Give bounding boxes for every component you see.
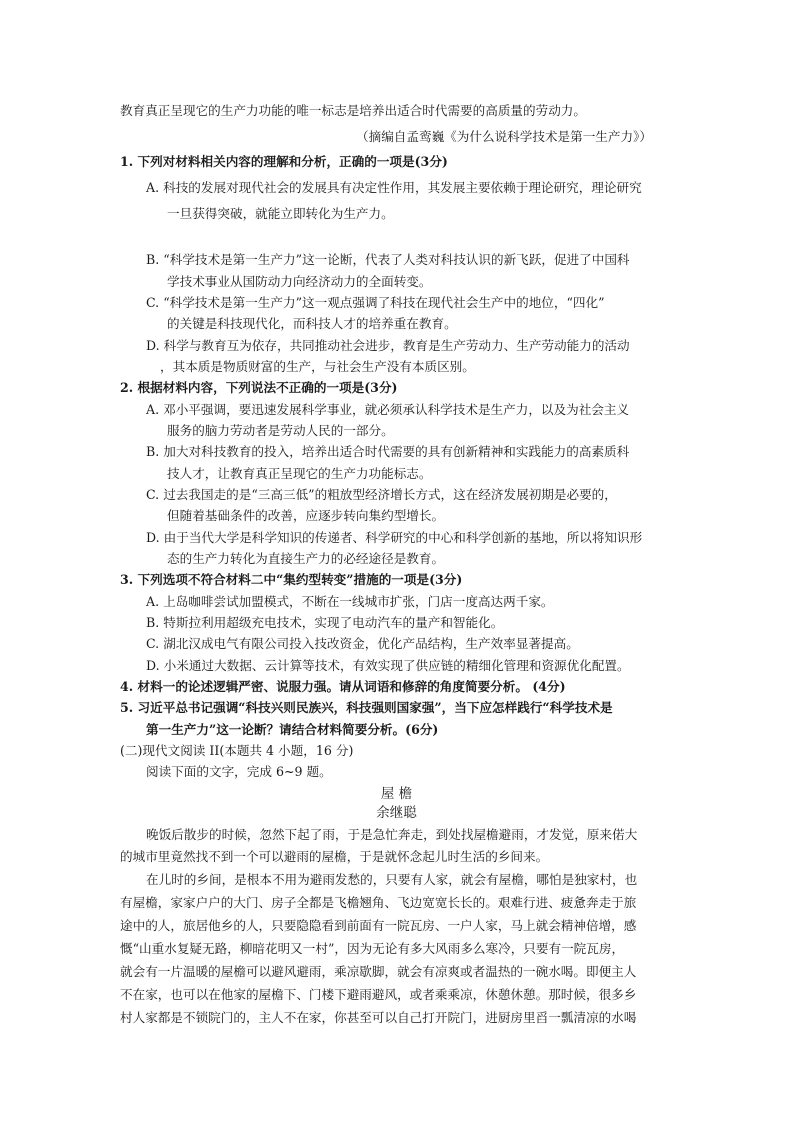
q2-option-d-line2: 态的生产力转化为直接生产力的必经途径是教育。: [167, 551, 445, 566]
q3-option-a: A. 上岛咖啡尝试加盟模式，不断在一线城市扩张，门店一度高达两千家。: [146, 594, 554, 609]
q2-option-b-line2: 技人才，让教育真正呈现它的生产力功能标志。: [167, 466, 432, 481]
q1-option-d-line1: D. 科学与教育互为依存，共同推动社会进步，教育是生产劳动力、生产劳动能力的活动: [146, 338, 630, 353]
q2-option-a-line2: 服务的脑力劳动者是劳动人民的一部分。: [167, 423, 394, 438]
q1-option-d-line2: ，其本质是物质财富的生产，与社会生产没有本质区别。: [160, 359, 475, 374]
q3-option-b: B. 特斯拉利用超级充电技术，实现了电动汽车的量产和智能化。: [146, 615, 504, 630]
essay-paragraph-2-line1: 在儿时的乡间，是根本不用为避雨发愁的，只要有人家，就会有屋檐，哪怕是独家村，也: [146, 872, 638, 887]
essay-paragraph-2-line4: 慨“山重水复疑无路，柳暗花明又一村”，因为无论有多大风雨多么寒冷，只要有一院瓦房，: [120, 941, 625, 956]
q3-option-c: C. 湖北汉成电气有限公司投入技改资金，优化产品结构，生产效率显著提高。: [146, 636, 579, 651]
section-heading: (二)现代文阅读 II(本题共 4 小题，16 分): [120, 743, 354, 758]
q2-option-c-line1: C. 过去我国走的是“三高三低”的粗放型经济增长方式，这在经济发展初期是必要的，: [146, 487, 617, 502]
q2-option-b-line1: B. 加大对科技教育的投入，培养出适合时代需要的具有创新精神和实践能力的高素质科: [146, 444, 630, 459]
essay-paragraph-2-line3: 途中的人，旅居他乡的人，只要隐隐看到前面有一院瓦房、一户人家，马上就会精神倍增，感: [120, 918, 637, 933]
reading-instruction: 阅读下面的文字，完成 6~9 题。: [146, 764, 332, 779]
question-5-line1: 5. 习近平总书记强调“科技兴则民族兴，科技强则国家强”，当下应怎样践行“科学技术是: [120, 700, 613, 715]
essay-paragraph-2-line5: 就会有一片温暖的屋檐可以避风避雨，乘凉歇脚，就会有凉爽或者温热的一碗水喝。即便主人: [120, 964, 637, 979]
question-1-stem: 1. 下列对材料相关内容的理解和分析，正确的一项是(3分): [120, 154, 448, 169]
question-2-stem: 2. 根据材料内容，下列说法不正确的一项是(3分): [120, 380, 398, 395]
q1-option-a-line2: 一旦获得突破，就能立即转化为生产力。: [167, 206, 394, 221]
essay-paragraph-2-line7: 村人家都是不锁院门的，主人不在家，你甚至可以自己打开院门，进厨房里舀一瓢清凉的水喝: [120, 1010, 637, 1025]
q1-option-c-line2: 的关键是科技现代化，而科技人才的培养重在教育。: [167, 316, 457, 331]
q3-option-d: D. 小米通过大数据、云计算等技术，有效实现了供应链的精细化管理和资源优化配置。: [146, 658, 630, 673]
q1-option-b-line1: B. “科学技术是第一生产力”这一论断，代表了人类对科技认识的新飞跃，促进了中国科: [146, 252, 630, 267]
q2-option-a-line1: A. 邓小平强调，要迅速发展科学事业，就必须承认科学技术是生产力，以及为社会主义: [146, 402, 630, 417]
essay-paragraph-2-line6: 不在家，也可以在他家的屋檐下、门楼下避雨避风，或者乘乘凉，休憩休憩。那时候，很多乡: [120, 987, 637, 1002]
essay-paragraph-2-line2: 有屋檐，家家户户的大门、房子全都是飞檐翘角、飞边宽宽长长的。艰难行进、疲惫奔走于旅: [120, 895, 637, 910]
question-5-line2: 第一生产力”这一论断？请结合材料简要分析。(6分): [146, 722, 439, 737]
essay-paragraph-1-line2: 的城市里竟然找不到一个可以避雨的屋檐，于是就怀念起儿时生活的乡间来。: [120, 849, 549, 864]
q2-option-c-line2: 但随着基础条件的改善，应逐步转向集约型增长。: [167, 508, 445, 523]
essay-paragraph-1-line1: 晚饭后散步的时候，忽然下起了雨，于是急忙奔走，到处找屋檐避雨，才发觉，原来偌大: [146, 827, 638, 842]
question-4: 4. 材料一的论述逻辑严密、说服力强。请从词语和修辞的角度简要分析。 (4分): [120, 679, 566, 694]
essay-author: 余继聪: [376, 805, 417, 821]
source-citation: （摘编自孟鸾巍《为什么说科学技术是第一生产力》）: [356, 129, 652, 144]
essay-title: 屋 檐: [380, 786, 413, 802]
q1-option-c-line1: C. “科学技术是第一生产力”这一观点强调了科技在现代社会生产中的地位，“四化”: [146, 295, 605, 310]
q1-option-a-line1: A. 科技的发展对现代社会的发展具有决定性作用，其发展主要依赖于理论研究，理论研究: [146, 180, 642, 195]
question-3-stem: 3. 下列选项不符合材料二中“集约型转变”措施的一项是(3分): [120, 572, 463, 587]
q1-option-b-line2: 学技术事业从国防动力向经济动力的全面转变。: [167, 274, 432, 289]
q2-option-d-line1: D. 由于当代大学是科学知识的传递者、科学研究的中心和科学创新的基地，所以将知识形: [146, 530, 643, 545]
intro-end-line: 教育真正呈现它的生产力功能的唯一标志是培养出适合时代需要的高质量的劳动力。: [120, 103, 586, 118]
